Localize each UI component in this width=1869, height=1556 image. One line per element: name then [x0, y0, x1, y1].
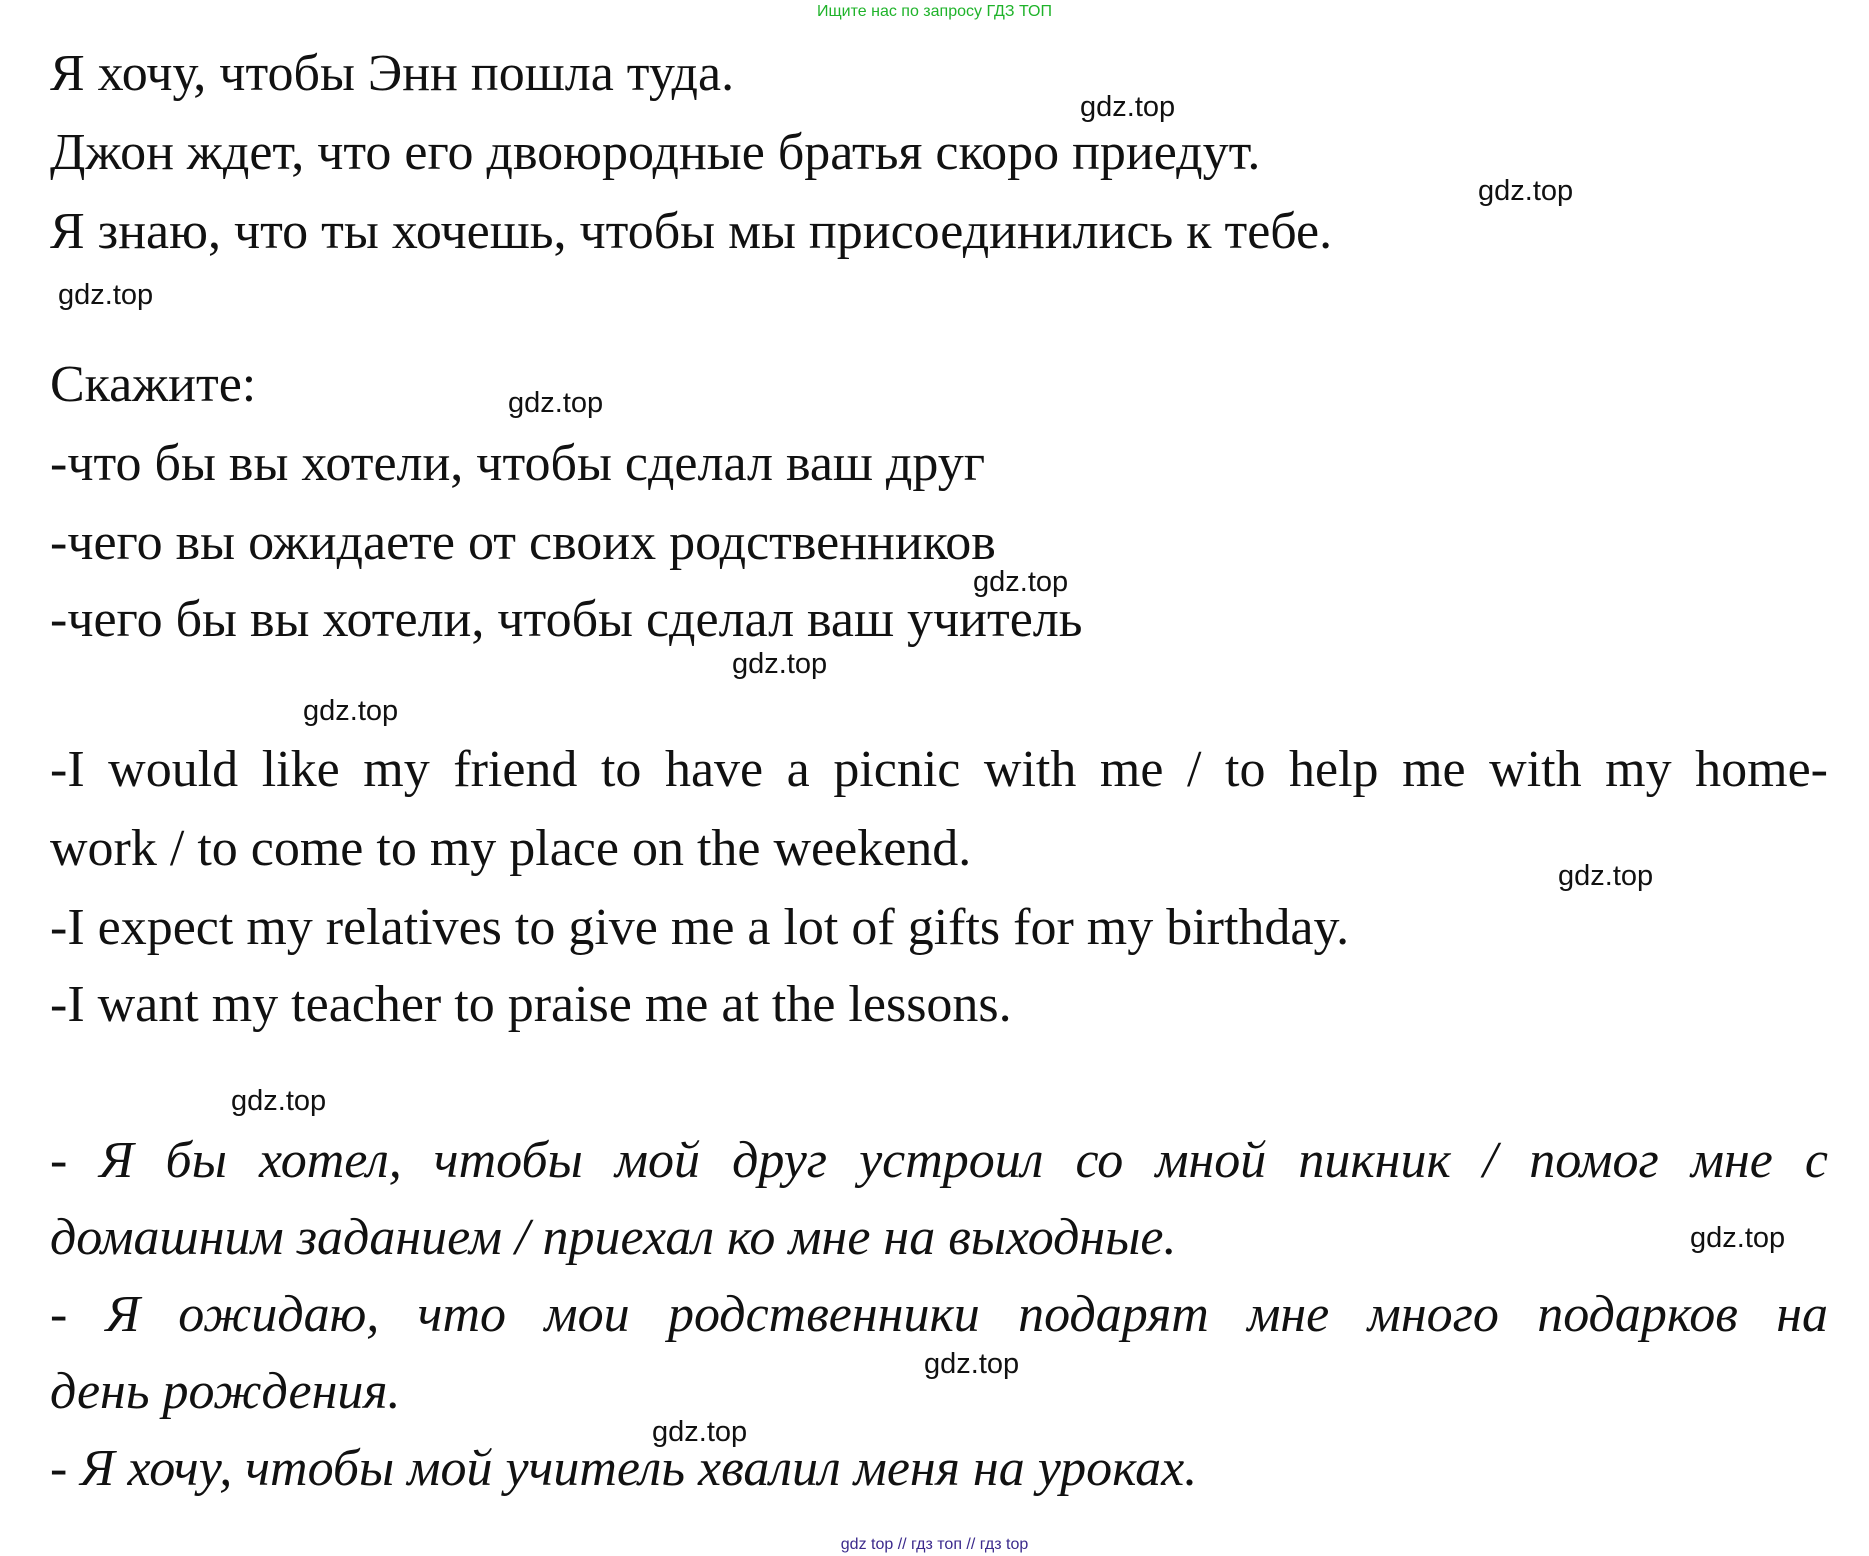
translation-line-4: день рождения. — [50, 1363, 401, 1420]
top-banner: Ищите нас по запросу ГДЗ ТОП — [817, 3, 1052, 20]
english-answer-line-2: work / to come to my place on the weekend. — [50, 820, 972, 877]
english-answer-line-1: -I would like my friend to have a picnic with me / to help me with my home- — [50, 741, 1828, 798]
watermark: gdz.top — [1558, 860, 1654, 892]
task-item-1: -что бы вы хотели, чтобы сделал ваш друг — [50, 435, 986, 492]
translation-line-1: - Я бы хотел, чтобы мой друг устроил со мной пикник / помог мне с — [50, 1132, 1828, 1189]
watermark: gdz.top — [303, 695, 399, 727]
translation-line-2: домашним заданием / приехал ко мне на выходные. — [50, 1209, 1177, 1266]
russian-example-1: Я хочу, чтобы Энн пошла туда. — [50, 45, 735, 102]
watermark: gdz.top — [508, 387, 604, 419]
watermark: gdz.top — [924, 1348, 1020, 1380]
watermark: gdz.top — [1478, 175, 1574, 207]
task-item-3: -чего бы вы хотели, чтобы сделал ваш учитель — [50, 591, 1083, 648]
russian-example-2: Джон ждет, что его двоюродные братья скоро приедут. — [50, 124, 1261, 181]
watermark: gdz.top — [732, 648, 828, 680]
watermark: gdz.top — [973, 566, 1069, 598]
translation-line-5: - Я хочу, чтобы мой учитель хвалил меня на уроках. — [50, 1440, 1198, 1497]
watermark: gdz.top — [231, 1085, 327, 1117]
russian-example-3: Я знаю, что ты хочешь, чтобы мы присоединились к тебе. — [50, 203, 1333, 260]
watermark: gdz.top — [1080, 91, 1176, 123]
english-answer-line-3: -I expect my relatives to give me a lot of gifts for my birthday. — [50, 899, 1350, 956]
watermark: gdz.top — [58, 279, 154, 311]
watermark: gdz.top — [652, 1416, 748, 1448]
watermark: gdz.top — [1690, 1222, 1786, 1254]
task-item-2: -чего вы ожидаете от своих родственников — [50, 514, 996, 571]
task-heading: Скажите: — [50, 356, 257, 413]
footer-links: gdz top // гдз топ // гдз top — [840, 1536, 1029, 1553]
translation-line-3: - Я ожидаю, что мои родственники подарят мне много подарков на — [50, 1286, 1828, 1343]
english-answer-line-4: -I want my teacher to praise me at the lessons. — [50, 976, 1012, 1033]
